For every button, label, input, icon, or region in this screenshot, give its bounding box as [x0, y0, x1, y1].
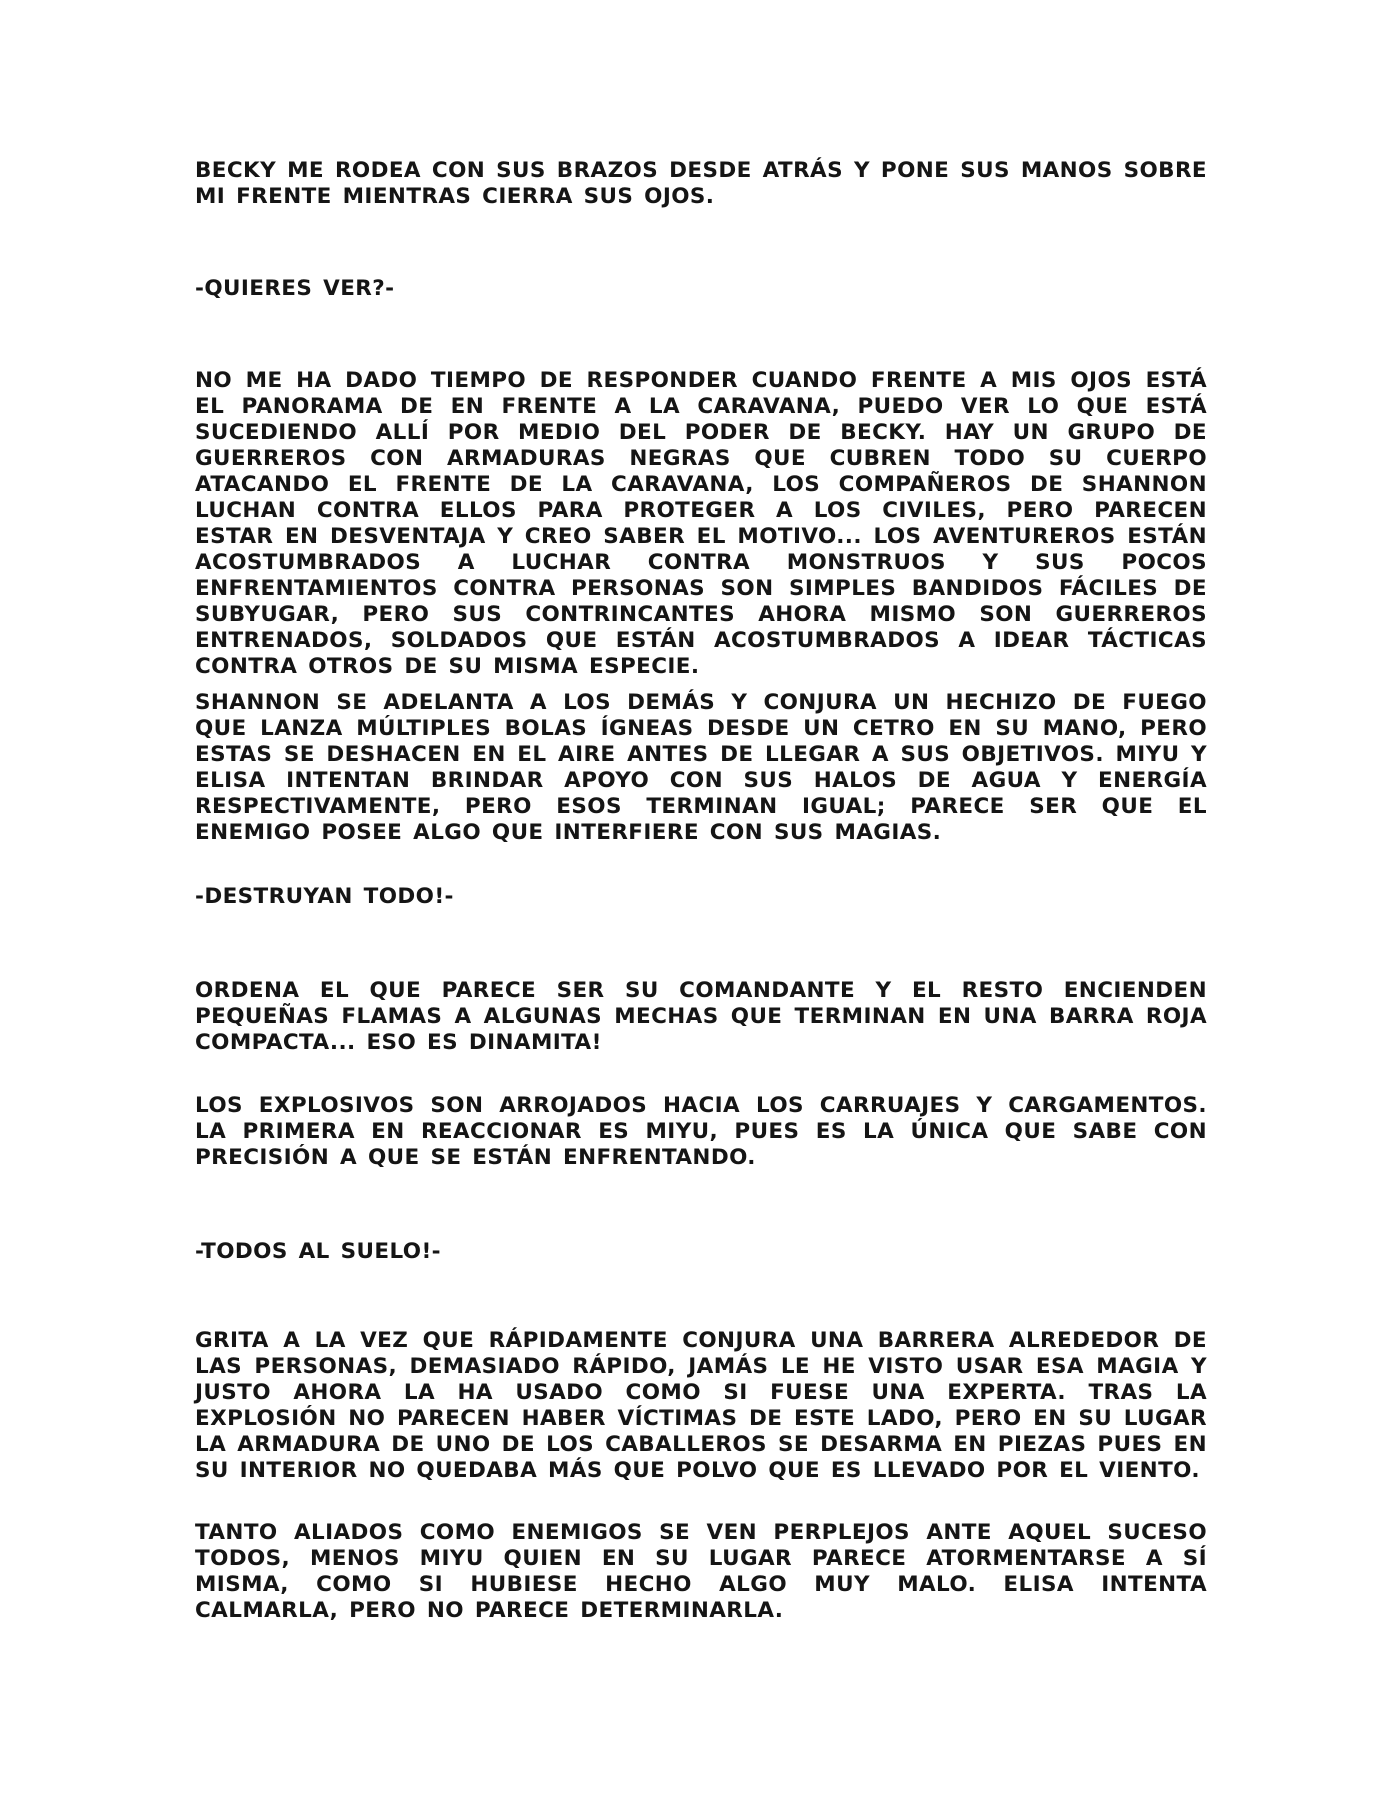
dialogue-line: -QUIERES VER?- [195, 276, 395, 301]
narration-paragraph: LOS EXPLOSIVOS SON ARROJADOS HACIA LOS CARRUAJES Y CARGAMENTOS. LA PRIMERA EN REACCIONAR ES MIYU, PUES ES LA ÚNICA QUE SABE CON PRECISIÓN A QUE SE ESTÁN ENFRENTANDO. [195, 1093, 1207, 1170]
narration-paragraph: GRITA A LA VEZ QUE RÁPIDAMENTE CONJURA UNA BARRERA ALREDEDOR DE LAS PERSONAS, DEMASIADO RÁPIDO, JAMÁS LE HE VISTO USAR ESA MAGIA Y JUSTO AHORA LA HA USADO COMO SI FUESE UNA EXPERTA. TRAS LA EXPLOSIÓN NO PARECEN HABER VÍCTIMAS DE ESTE LADO, PERO EN SU LUGAR LA ARMADURA DE UNO DE LOS CABALLEROS SE DESARMA EN PIEZAS PUES EN SU INTERIOR NO QUEDABA MÁS QUE POLVO QUE ES LLEVADO POR EL VIENTO. [195, 1328, 1207, 1483]
dialogue-line: -TODOS AL SUELO!- [195, 1239, 441, 1264]
narration-paragraph: BECKY ME RODEA CON SUS BRAZOS DESDE ATRÁS Y PONE SUS MANOS SOBRE MI FRENTE MIENTRAS CIERRA SUS OJOS. [195, 158, 1207, 209]
narration-paragraph: TANTO ALIADOS COMO ENEMIGOS SE VEN PERPLEJOS ANTE AQUEL SUCESO TODOS, MENOS MIYU QUIEN EN SU LUGAR PARECE ATORMENTARSE A SÍ MISMA, COMO SI HUBIESE HECHO ALGO MUY MALO. ELISA INTENTA CALMARLA, PERO NO PARECE DETERMINARLA. [195, 1520, 1207, 1623]
narration-paragraph: ORDENA EL QUE PARECE SER SU COMANDANTE Y EL RESTO ENCIENDEN PEQUEÑAS FLAMAS A ALGUNAS MECHAS QUE TERMINAN EN UNA BARRA ROJA COMPACTA... ESO ES DINAMITA! [195, 978, 1207, 1055]
dialogue-line: -DESTRUYAN TODO!- [195, 884, 454, 909]
narration-paragraph: NO ME HA DADO TIEMPO DE RESPONDER CUANDO FRENTE A MIS OJOS ESTÁ EL PANORAMA DE EN FRENTE A LA CARAVANA, PUEDO VER LO QUE ESTÁ SUCEDIENDO ALLÍ POR MEDIO DEL PODER DE BECKY. HAY UN GRUPO DE GUERREROS CON ARMADURAS NEGRAS QUE CUBREN TODO SU CUERPO ATACANDO EL FRENTE DE LA CARAVANA, LOS COMPAÑEROS DE SHANNON LUCHAN CONTRA ELLOS PARA PROTEGER A LOS CIVILES, PERO PARECEN ESTAR EN DESVENTAJA Y CREO SABER EL MOTIVO... LOS AVENTUREROS ESTÁN ACOSTUMBRADOS A LUCHAR CONTRA MONSTRUOS Y SUS POCOS ENFRENTAMIENTOS CONTRA PERSONAS SON SIMPLES BANDIDOS FÁCILES DE SUBYUGAR, PERO SUS CONTRINCANTES AHORA MISMO SON GUERREROS ENTRENADOS, SOLDADOS QUE ESTÁN ACOSTUMBRADOS A IDEAR TÁCTICAS CONTRA OTROS DE SU MISMA ESPECIE. [195, 368, 1207, 679]
narration-paragraph: SHANNON SE ADELANTA A LOS DEMÁS Y CONJURA UN HECHIZO DE FUEGO QUE LANZA MÚLTIPLES BOLAS ÍGNEAS DESDE UN CETRO EN SU MANO, PERO ESTAS SE DESHACEN EN EL AIRE ANTES DE LLEGAR A SUS OBJETIVOS. MIYU Y ELISA INTENTAN BRINDAR APOYO CON SUS HALOS DE AGUA Y ENERGÍA RESPECTIVAMENTE, PERO ESOS TERMINAN IGUAL; PARECE SER QUE EL ENEMIGO POSEE ALGO QUE INTERFIERE CON SUS MAGIAS. [195, 690, 1207, 845]
